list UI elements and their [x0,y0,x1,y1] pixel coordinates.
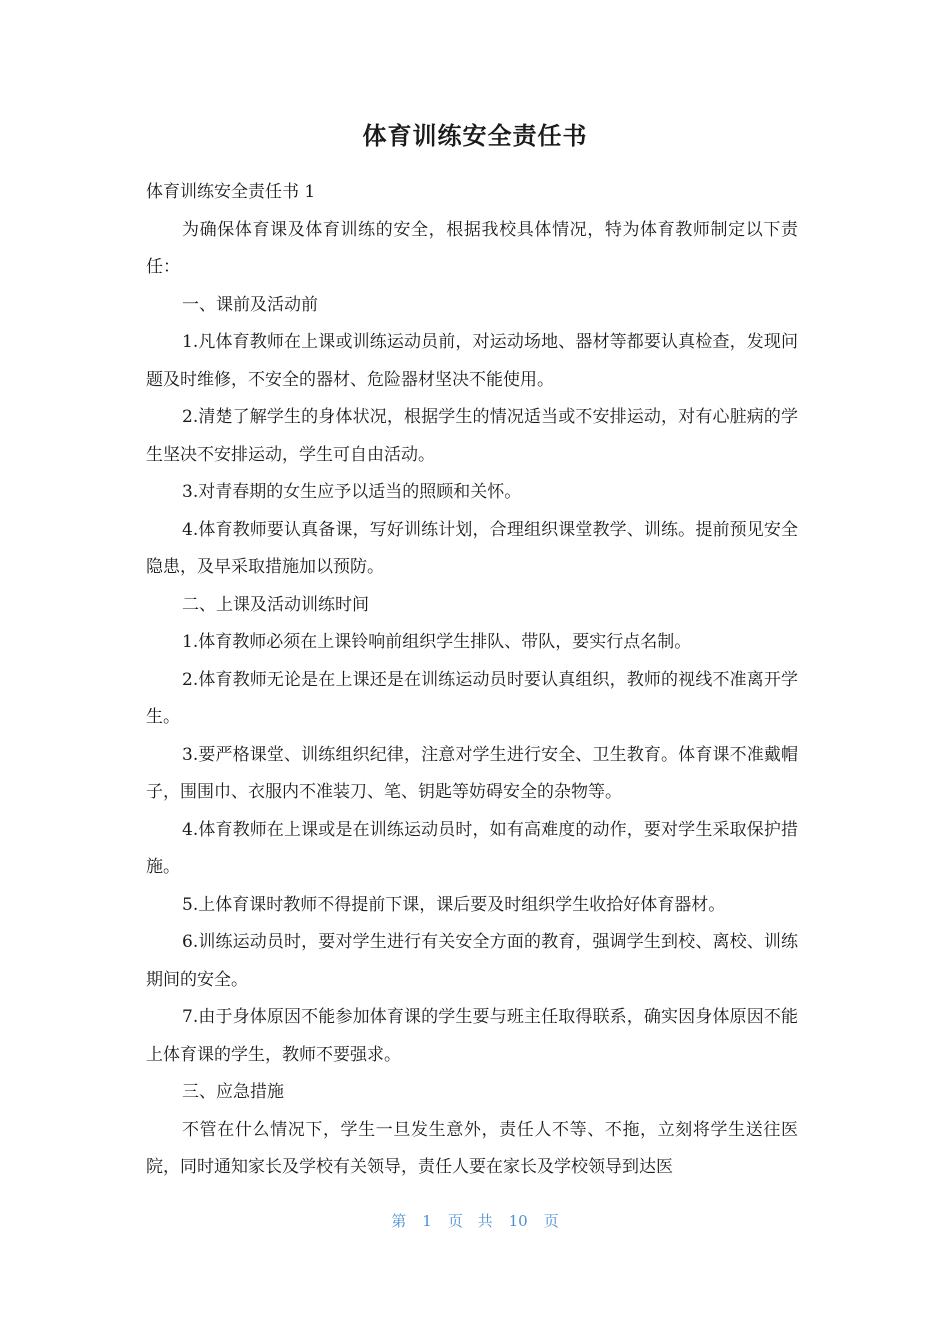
footer-label-pages: 页 [543,1212,559,1230]
footer-label-page: 第 [391,1212,407,1230]
paragraph: 4.体育教师要认真备课，写好训练计划，合理组织课堂教学、训练。提前预见安全隐患，及早采取措施加以预防。 [146,519,798,577]
footer-total-pages: 10 [508,1212,528,1230]
document-title: 体育训练安全责任书 [362,122,588,150]
section-heading: 一、课前及活动前 [182,294,318,315]
page-footer [0,1210,950,1231]
section-subtitle: 体育训练安全责任书 1 [146,182,316,202]
paragraph: 1.凡体育教师在上课或训练运动员前，对运动场地、器材等都要认真检查，发现问题及时维修，不安全的器材、危险器材坚决不能使用。 [146,332,798,390]
paragraph: 不管在什么情况下，学生一旦发生意外，责任人不等、不拖，立刻将学生送往医院，同时通知家长及学校有关领导，责任人要在家长及学校领导到达医 [146,1119,798,1177]
section-heading: 三、应急措施 [182,1082,284,1102]
paragraph: 2.体育教师无论是在上课还是在训练运动员时要认真组织，教师的视线不准离开学生。 [146,669,798,727]
paragraph: 1.体育教师必须在上课铃响前组织学生排队、带队，要实行点名制。 [182,632,692,652]
section-heading: 二、上课及活动训练时间 [182,594,369,615]
document-body [146,174,798,1187]
footer-current-page: 1 [422,1212,432,1230]
paragraph: 6.训练运动员时，要对学生进行有关安全方面的教育，强调学生到校、离校、训练期间的安全。 [146,932,798,990]
paragraph: 4.体育教师在上课或是在训练运动员时，如有高难度的动作，要对学生采取保护措施。 [146,819,798,877]
paragraph: 3.要严格课堂、训练组织纪律，注意对学生进行安全、卫生教育。体育课不准戴帽子，围围巾、衣服内不准装刀、笔、钥匙等妨碍安全的杂物等。 [146,744,798,802]
paragraph: 2.清楚了解学生的身体状况，根据学生的情况适当或不安排运动，对有心脏病的学生坚决不安排运动，学生可自由活动。 [146,407,798,465]
paragraph: 为确保体育课及体育训练的安全，根据我校具体情况，特为体育教师制定以下责任： [146,219,798,277]
paragraph: 7.由于身体原因不能参加体育课的学生要与班主任取得联系，确实因身体原因不能上体育课的学生，教师不要强求。 [146,1007,798,1065]
paragraph: 5.上体育课时教师不得提前下课，课后要及时组织学生收拾好体育器材。 [182,894,726,915]
footer-label-of: 页 共 [447,1212,493,1230]
paragraph: 3.对青春期的女生应予以适当的照顾和关怀。 [182,482,522,502]
